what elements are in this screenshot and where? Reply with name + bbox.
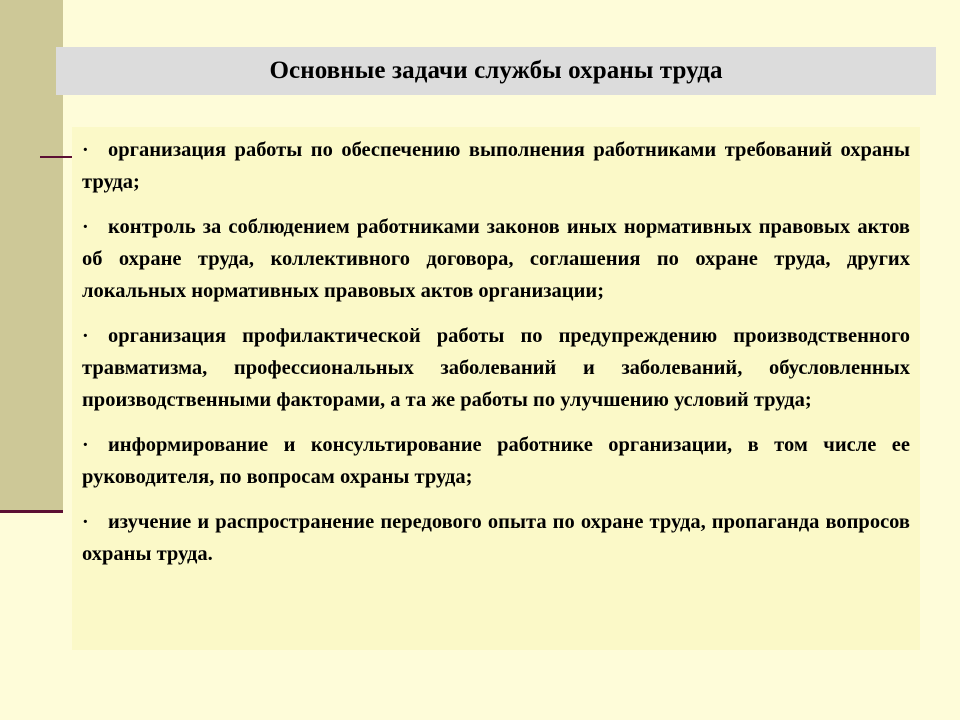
bullet-icon: · [82, 434, 89, 456]
list-item [82, 429, 910, 493]
title-bar [56, 47, 936, 95]
bullet-icon: · [82, 216, 89, 238]
list-item-text: организация профилактической работы по предупреждению производственного травматизма, профессиональных заболеваний и заболеваний, обусловленных производственными факторами, а та же работы по улучшению условий труда; [82, 325, 910, 411]
bullet-icon: · [82, 511, 89, 533]
list-item [82, 134, 910, 198]
list-item-text: контроль за соблюдением работниками законов иных нормативных правовых актов об охране труда, коллективного договора, соглашения по охране труда, других локальных нормативных правовых актов организации; [82, 216, 910, 302]
content-box [72, 127, 920, 650]
list-item [82, 211, 910, 307]
list-item-text: информирование и консультирование работнике организации, в том числе ее руководителя, по вопросам охраны труда; [82, 434, 910, 488]
list-item [82, 320, 910, 416]
list-item-text: организация работы по обеспечению выполнения работниками требований охраны труда; [82, 139, 910, 193]
left-accent-rule [0, 510, 63, 513]
bullet-icon: · [82, 139, 89, 161]
left-decorative-band [0, 0, 63, 510]
list-item [82, 506, 910, 570]
short-accent-rule [40, 156, 72, 158]
slide-title: Основные задачи службы охраны труда [269, 57, 723, 84]
list-item-text: изучение и распространение передового опыта по охране труда, пропаганда вопросов охраны труда. [82, 511, 910, 565]
bullet-icon: · [82, 325, 89, 347]
